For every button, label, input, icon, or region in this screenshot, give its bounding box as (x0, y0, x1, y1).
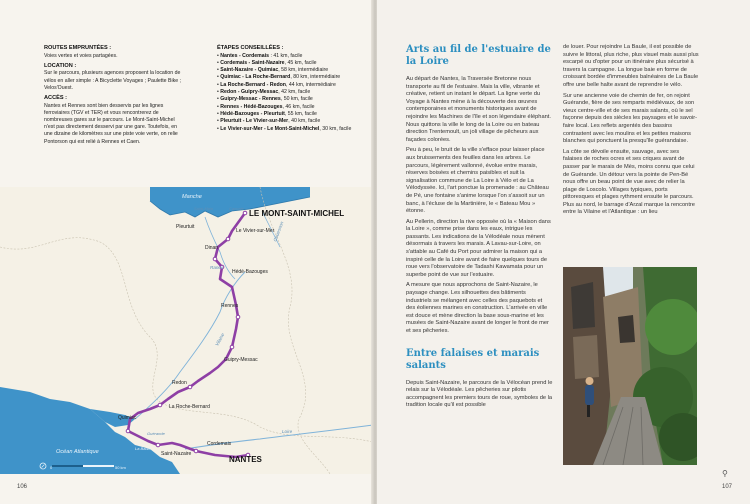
paragraph: Sur une ancienne voie de chemin de fer, on rejoint Guérande, fière de ses remparts médiévaux, de son vieux centre-ville et de ses marais salants, où le sel façonne depuis des siècles les paysages et le savoir-faire local. Les reflets argentés des bassins contrastent avec les moulins et les petites maisons blanches qui ponctuent la presqu'île guérandaise. (563, 92, 698, 145)
stage-route: Quimiac - La Roche-Bernard (220, 74, 291, 81)
stage-detail: , 42 km, facile (278, 89, 311, 96)
label-couesnon: Couesnon (272, 220, 285, 243)
label-rance: Rance (210, 265, 224, 270)
stage-detail: , 44 km, intermédiaire (285, 81, 336, 88)
stage-item: • Rennes - Hédé-Bazouges, 46 km, facile (217, 103, 315, 110)
label-roche-bernard: La Roche-Bernard (169, 404, 210, 410)
stage-item: • Quimiac - La Roche-Bernard, 80 km, intermédiaire (217, 74, 341, 81)
stage-item: • Le Vivier-sur-Mer - Le Mont-Saint-Michel, 30 km, facile (217, 125, 352, 132)
label-mont-saint-michel: LE MONT-SAINT-MICHEL (249, 209, 345, 218)
label-pleurtuit: Pleurtuit (176, 224, 195, 230)
map-graphic (0, 187, 373, 474)
route-map (0, 187, 373, 474)
label-nantes: NANTES (229, 455, 262, 464)
paragraph: Peu à peu, le bruit de la ville s'efface pour laisser place aux bruissements des feuilles dans les arbres. Le parcours, légèrement vallonné, évolue entre marais, réserves boisées et chemins paisibles et suit la signalisation commune de La Loire à Vélo et de La Vélodyssée. Ici, l'art ponctue la promenade : au Château de Pé, une fontaine s'anime lorsque l'on s'assoit sur un banc, à l'écluse de la Martinière, le « Bateau Mou » étonne. (406, 147, 549, 215)
label-rennes: Rennes (221, 303, 239, 309)
stage-point (230, 345, 234, 349)
stage-point (126, 429, 130, 433)
stage-route: Le Vivier-sur-Mer - Le Mont-Saint-Michel (220, 125, 320, 132)
label-dinan: Dinan (205, 245, 219, 251)
stage-item: • Nantes - Cordemais : 41 km, facile (217, 52, 303, 59)
location-heading: LOCATION : (44, 62, 77, 69)
paragraph: Au départ de Nantes, la Traversée Bretonne nous transporte au fil de l'estuaire. Mais la ville, vibrante et créative, retient un instant le départ. La ligne verte du Voyage à Nantes mène à la découverte des œuvres contemporaines et monuments historiques avant de rejoindre les Machines de l'île et son légendaire éléphant. Nous quittons la ville le long de la Loire ou en bateau direction Trentemoult, un joli village de pêcheurs aux façades colorées. (406, 76, 551, 143)
river-vilaine (135, 272, 245, 419)
label-quimiac: Quimiac (118, 415, 137, 421)
stage-item: • Redon - Guipry-Messac, 42 km, facile (217, 89, 311, 96)
page-number-right: 107 (722, 484, 733, 490)
stage-detail: , 45 km, facile (284, 59, 317, 66)
stage-item: • Guipry-Messac - Rennes, 50 km, facile (217, 96, 313, 103)
stage-route: Nantes - Cordemais (220, 52, 269, 59)
stage-point (243, 211, 247, 215)
stages-column (217, 45, 365, 133)
left-page (0, 0, 373, 504)
routes-text: Voies vertes et voies partagées. (44, 52, 118, 59)
article-column-2 (563, 44, 699, 220)
label-manche: Manche (182, 194, 202, 200)
stage-detail: , 50 km, facile (280, 96, 313, 103)
stage-detail: , 58 km, intermédiaire (278, 67, 329, 74)
stages-list (217, 53, 365, 133)
stage-detail: , 80 km, intermédiaire (290, 74, 341, 81)
stage-route: La Roche-Bernard - Redon (220, 81, 286, 88)
label-guerande: Guérande (147, 431, 165, 436)
stage-points (126, 211, 250, 457)
label-guipry: Guipry-Messac (224, 357, 258, 363)
label-saint-malo: Saint-Malo (194, 206, 214, 211)
scale-label-end: 50 km (115, 465, 126, 470)
column2-paragraphs (563, 44, 699, 217)
label-vilaine: Vilaine (214, 332, 226, 347)
stage-item: • Hédé-Bazouges - Pleurtuit, 55 km, facile (217, 110, 317, 117)
access-text: Nantes et Rennes sont bien desservis par les lignes ferroviaires (TGV et TER) et vous rencontrerez de nombreuses gares sur le parcours. Le Mont-Saint-Michel n'est pas directement desservi par une gare. Toutefois, en une dizaine de kilomètres sur une piste voie verte, on relie Pontorson qui est relié à Rennes et Caen. (44, 102, 178, 145)
stage-route: Cordemais - Saint-Nazaire (220, 59, 285, 66)
stage-route: Redon - Guipry-Messac (220, 89, 279, 96)
page-number-left: 106 (17, 484, 28, 490)
stage-point (236, 315, 240, 319)
street-photo (563, 267, 697, 465)
stage-point (188, 385, 192, 389)
bicycle-icon: ⚲ (722, 469, 728, 478)
stage-item: • Saint-Nazaire - Quimiac, 58 km, intermédiaire (217, 67, 329, 74)
photo-graphic (563, 267, 697, 465)
label-saint-nazaire: Saint-Nazaire (161, 451, 192, 457)
access-heading: ACCÈS : (44, 95, 67, 101)
label-vivier: Le Vivier-sur-Mer (236, 228, 275, 234)
paragraph: de louer. Pour rejoindre La Baule, il est possible de suivre le littoral, plus riche, plus visuel mais aussi plus escarpé ou d'opter pour un itinéraire plus sécurisé à travers la campagne. La longue baie en forme de croissant bordée d'immeubles balnéaires de La Baule offre une belle halte avant de reprendre le vélo. (563, 44, 699, 88)
location-text: Sur le parcours, plusieurs agences proposent la location de vélos en aller simple : A Bicyclette Voyages ; Paulette Bike ; Velos'Ouest. (44, 70, 181, 91)
label-hede: Hédé-Bazouges (232, 269, 268, 275)
stage-point (194, 449, 198, 453)
cycling-route-line (128, 213, 248, 457)
stage-detail: , 46 km, facile (282, 103, 315, 110)
stages-heading: ÉTAPES CONSEILLÉES : (217, 45, 284, 51)
paragraph: La côte se dévoile ensuite, sauvage, avec ses falaises de roches ocres et ses criques avant de passer par le marais de Mès, moins connu que celui de Guérande. Un détour vers la pointe de Pen-Bé nous offre un beau point de vue avec de relier la plage de Loscolo. Villages typiques, ports pittoresques et plages rythment ensuite le parcours. Plus au nord, le barrage d'Arzal marque la rencontre entre la Vilaine et l'Atlantique : un lieu (563, 148, 695, 216)
stage-route: Rennes - Hédé-Bazouges (220, 103, 283, 110)
section-title-estuaire: Arts au fil de l'estuaire de la Loire (406, 44, 551, 67)
stage-point (158, 403, 162, 407)
stage-detail: : 41 km, facile (269, 52, 303, 59)
column1-paragraphs (406, 76, 553, 336)
stage-route: Saint-Nazaire - Quimiac (220, 67, 279, 74)
routes-heading: ROUTES EMPRUNTÉES : (44, 45, 112, 51)
label-la-baule: La Baule (135, 446, 151, 451)
label-redon: Redon (172, 380, 187, 386)
stage-item: • Cordemais - Saint-Nazaire, 45 km, facile (217, 59, 317, 66)
label-cordemais: Cordemais (207, 441, 232, 447)
practical-info-column (44, 45, 184, 149)
stage-point (213, 257, 217, 261)
stage-item: • Pleurtuit - Le Vivier-sur-Mer, 40 km, facile (217, 118, 321, 125)
stage-item: • La Roche-Bernard - Redon, 44 km, intermédiaire (217, 81, 336, 88)
stage-point (156, 443, 160, 447)
paragraph: A mesure que nous approchons de Saint-Nazaire, le paysage change. Les silhouettes des bâtiments industriels se mélangent avec celles des paquebots et des éoliennes marines en construction. L'arrivée en ville est douce et mène direction la base sous-marine et les musées de Saint-Nazaire avant de longer le front de mer et ses pêcheries. (406, 282, 549, 334)
paragraph: Au Pellerin, direction la rive opposée où la « Maison dans la Loire », comme prise dans les eaux, intrigue les passants. Les indications de la Vélodéale nous mènent désormais à travers les marais. A Lavau-sur-Loire, on s'attable au Café du Port pour admirer la maison qui a inspiré celle de la Loire avant de faire quelques tours de roue vers l'observatoire de Tadashi Kawamata pour un superbe point de vue sur l'estuaire. (406, 218, 551, 278)
scale-label-start: 0 (50, 465, 53, 470)
stage-point (226, 237, 230, 241)
label-cancale: Cancale (229, 206, 244, 211)
section-title-falaises: Entre falaises et marais salants (406, 347, 540, 371)
label-ocean: Océan Atlantique (56, 449, 99, 455)
stage-detail: , 40 km, facile (288, 118, 321, 125)
section2-text: Depuis Saint-Nazaire, le parcours de la Vélocéan prend le relais sur la Vélodéale. Les pêcheries sur pilotis accompagnent les premiers tours de roue, symboles de la tradition locale qu'il est possible (406, 379, 553, 409)
label-loire: Loire (282, 429, 293, 434)
stage-route: Guipry-Messac - Rennes (220, 96, 281, 103)
stage-detail: , 30 km, facile (319, 125, 352, 132)
article-column-1 (406, 44, 553, 413)
stage-detail: , 55 km, facile (284, 110, 317, 117)
stage-route: Hédé-Bazouges - Pleurtuit (220, 110, 285, 117)
stage-route: Pleurtuit - Le Vivier-sur-Mer (220, 118, 289, 125)
